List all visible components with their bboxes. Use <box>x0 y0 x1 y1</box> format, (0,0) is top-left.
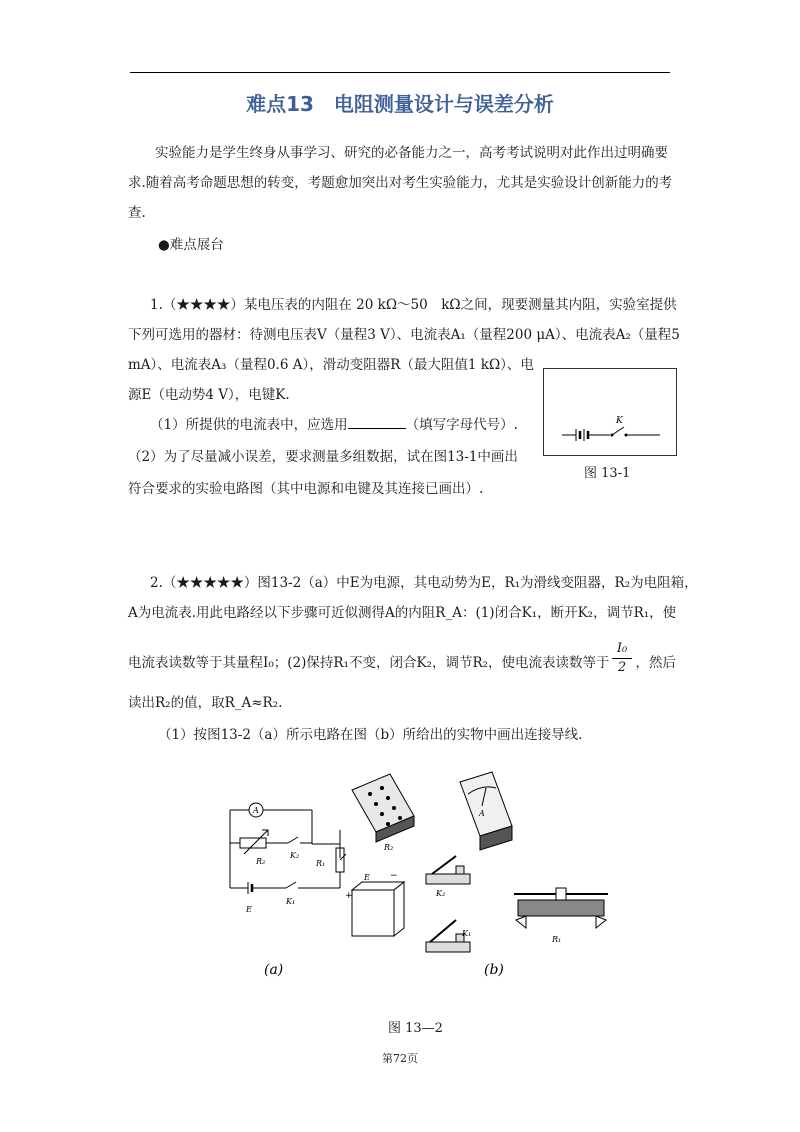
q2-line-3-text: ，然后 <box>635 655 677 671</box>
b-k1-label: K₁ <box>462 929 472 938</box>
battery-switch-diagram <box>544 369 676 455</box>
plus-terminal: + <box>345 891 353 901</box>
switch-k2-object <box>426 856 470 884</box>
intro-line: 要求.随着高考命题思想的转变，考题愈加突出对考生实验能力，尤其是实验设计创新能力 <box>128 145 668 191</box>
q1-line-3: mA）、电流表A₃（量程0.6 A），滑动变阻器R（最大阻值1 kΩ）、电 <box>128 357 534 373</box>
q1-sub-2-line-2: 符合要求的实验电路图（其中电源和电键及其连接已画出）. <box>128 481 484 497</box>
label-b: (b) <box>484 962 504 978</box>
r1-label: R₁ <box>316 859 326 868</box>
b-r1-label: R₁ <box>552 935 562 944</box>
ammeter-object <box>460 772 512 850</box>
figure-13-2 <box>200 770 620 990</box>
q1-sub-2-line-1: （2）为了尽量减小误差，要求测量多组数据，试在图13-1中画出 <box>128 449 518 465</box>
q1-line-2: 下列可选用的器材：待测电压表V（量程3 V）、电流表A₁（量程200 μA）、电流表A₂（量程5 <box>128 327 680 343</box>
q1-line-1: 1.（★★★★）某电压表的内阻在 20 kΩ～50 kΩ之间，现要测量其内阻，实验室提供 <box>150 297 677 313</box>
e-label: E <box>246 905 252 914</box>
figure-13-2-caption: 图 13—2 <box>388 1021 443 1036</box>
k2-label: K₂ <box>290 851 300 860</box>
intro-paragraph <box>128 138 673 228</box>
resistance-box-symbol <box>240 838 266 848</box>
q2-line-4: 读出R₂的值，取R_A≈R₂. <box>128 695 283 711</box>
k1-label: K₁ <box>286 897 296 906</box>
q1-sub-1 <box>150 410 518 440</box>
q2-line-2: A为电流表.用此电路经以下步骤可近似测得A的内阻R_A：(1)闭合K₁，断开K₂，调节R₁，使 <box>128 605 677 621</box>
q1-line-4: 源E（电动势4 V），电键K. <box>128 387 290 403</box>
fraction-denominator: 2 <box>617 660 627 675</box>
q2-sub-1: （1）按图13-2（a）所示电路在图（b）所给出的实物中画出连接导线. <box>158 727 583 743</box>
b-r2-label: R₂ <box>384 843 394 852</box>
q1-sub-1-text: （填写字母代号）. <box>405 417 518 433</box>
q1-sub-1-text: （1）所提供的电流表中，应选用 <box>150 417 348 433</box>
header-rule <box>130 72 670 73</box>
circuit-a <box>230 803 346 894</box>
answer-blank[interactable] <box>348 416 406 429</box>
rheostat-object <box>514 888 608 928</box>
b-ammeter-label: A <box>479 809 485 818</box>
b-k2-label: K₂ <box>436 889 446 898</box>
b-e-label: E <box>364 873 370 882</box>
intro-line: 实验能力是学生终身从事学习、研究的必备能力之一，高考考试说明对此作出过明确 <box>155 145 655 161</box>
q2-line-3 <box>128 648 676 678</box>
ammeter-label: A <box>253 806 259 815</box>
minus-terminal: − <box>390 871 398 881</box>
switch-label: K <box>616 416 623 426</box>
resistance-box-object <box>352 774 414 842</box>
section-label: ●难点展台 <box>158 237 224 253</box>
page-number: 第72页 <box>382 1052 418 1065</box>
figure-13-1-caption: 图 13-1 <box>584 466 631 481</box>
q2-line-1: 2.（★★★★★）图13-2（a）中E为电源，其电动势为E，R₁为滑线变阻器，R₂为电阻箱， <box>150 575 698 591</box>
q2-line-3-text: 电流表读数等于其量程I₀；(2)保持R₁不变，闭合K₂，调节R₂，使电流表读数等于 <box>128 655 610 671</box>
r2-label: R₂ <box>256 857 266 866</box>
battery-box-object <box>352 882 404 936</box>
figure-13-1 <box>543 368 677 456</box>
intro-line: 的考查. <box>128 175 673 221</box>
fraction-i0-over-2 <box>612 640 632 677</box>
page-title: 难点13 电阻测量设计与误差分析 <box>246 92 554 116</box>
label-a: (a) <box>264 962 284 978</box>
fraction-numerator: I₀ <box>612 640 632 659</box>
